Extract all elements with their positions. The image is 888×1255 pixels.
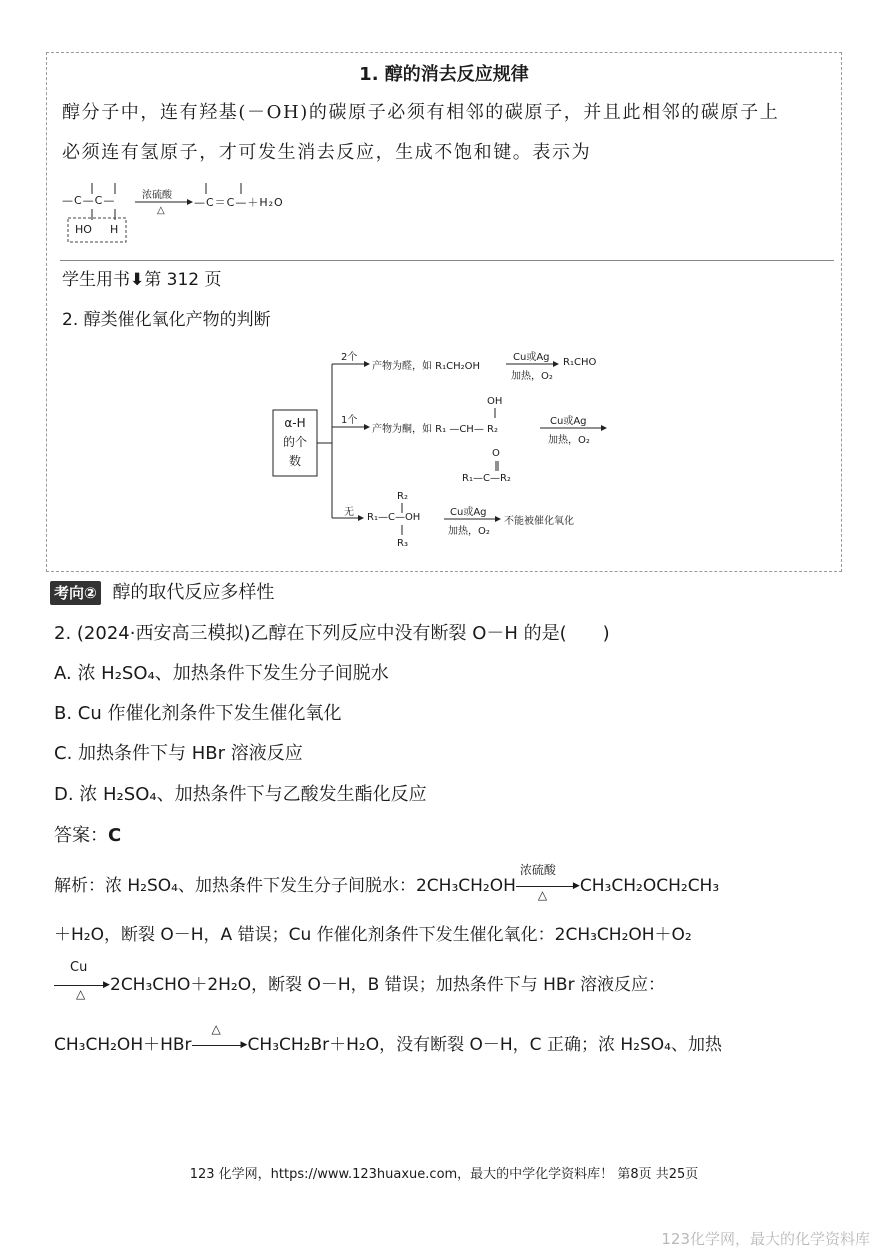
branch-2-cond-bottom: 加热，O₂ bbox=[548, 435, 590, 446]
branch-1-cond-top: Cu或Ag bbox=[513, 352, 550, 363]
answer-value: C bbox=[108, 825, 122, 846]
answer-label: 答案： bbox=[54, 825, 108, 846]
branch-3-r2: R₂ bbox=[397, 491, 408, 502]
branch-2-o: O bbox=[492, 448, 500, 459]
branch-3-count: 无 bbox=[344, 507, 354, 518]
answer bbox=[54, 821, 121, 847]
arrow-3-top: △ bbox=[211, 1022, 221, 1036]
branch-2-count: 1个 bbox=[341, 415, 358, 426]
paragraph-line-1: 醇分子中，连有羟基(－OH)的碳原子必须有相邻的碳原子，并且此相邻的碳原子上 bbox=[62, 102, 780, 123]
analysis-line-1-post: CH₃CH₂OCH₂CH₃ bbox=[579, 876, 720, 896]
book-reference bbox=[62, 265, 222, 290]
arrow-1-head-icon: ▶ bbox=[572, 881, 580, 891]
arrow-3-head-icon: ▶ bbox=[240, 1040, 248, 1050]
arrow-1-bottom: △ bbox=[537, 888, 548, 902]
branch-3-cond-bottom: 加热，O₂ bbox=[448, 526, 490, 537]
analysis-line-2: ＋H₂O，断裂 O－H，A 错误；Cu 作催化剂条件下发生催化氧化：2CH₃CH₂OH＋O₂ bbox=[54, 925, 692, 945]
analysis-line-1 bbox=[54, 863, 720, 902]
branch-1-cond-bottom: 加热，O₂ bbox=[511, 371, 553, 382]
page-footer: 123 化学网，https://www.123huaxue.com，最大的中学化学资料库！ 第8页 共25页 bbox=[189, 1167, 699, 1182]
watermark: 123化学网，最大的化学资料库 bbox=[661, 1230, 870, 1248]
branch-2-cond-top: Cu或Ag bbox=[550, 416, 587, 427]
arrow-1-line bbox=[516, 886, 576, 887]
elim-reactant: —C—C— bbox=[62, 194, 116, 207]
elim-cond-bottom: △ bbox=[157, 205, 165, 216]
branch-1-product: R₁CHO bbox=[563, 357, 597, 368]
down-arrow-icon: ⬇ bbox=[130, 270, 145, 290]
section-2-title: 2. 醇类催化氧化产物的判断 bbox=[62, 310, 271, 330]
branch-3-cond-top: Cu或Ag bbox=[450, 507, 487, 518]
oxidation-tree bbox=[270, 342, 630, 557]
option-c: C. 加热条件下与 HBr 溶液反应 bbox=[54, 743, 303, 764]
branch-3-text: R₁—C—OH bbox=[367, 512, 421, 523]
arrow-2-top: Cu bbox=[70, 960, 88, 975]
elim-ho: HO bbox=[75, 223, 92, 236]
arrow-conc-sulfuric bbox=[516, 863, 580, 902]
arrow-2-bottom: △ bbox=[76, 987, 86, 1001]
analysis-line-3-post: 2CH₃CHO＋2H₂O，断裂 O－H，B 错误；加热条件下与 HBr 溶液反应： bbox=[110, 975, 665, 995]
elim-cond-top: 浓硫酸 bbox=[142, 190, 172, 201]
arrow-cu bbox=[54, 960, 110, 1001]
tree-root-line-1: α-H bbox=[284, 416, 306, 430]
option-b: B. Cu 作催化剂条件下发生催化氧化 bbox=[54, 703, 342, 724]
book-reference-page: 第 312 页 bbox=[144, 270, 222, 290]
question-stem: 2. (2024·西安高三模拟)乙醇在下列反应中没有断裂 O－H 的是( ) bbox=[54, 623, 610, 644]
arrow-2-head-icon: ▶ bbox=[103, 980, 110, 990]
analysis-line-1-pre: 解析：浓 H₂SO₄、加热条件下发生分子间脱水：2CH₃CH₂OH bbox=[54, 876, 516, 896]
branch-3-product: 不能被催化氧化 bbox=[504, 516, 574, 527]
analysis-line-4 bbox=[54, 1022, 722, 1055]
tree-root-line-3: 数 bbox=[288, 454, 301, 468]
branch-3-r3: R₃ bbox=[397, 538, 408, 549]
tree-root bbox=[277, 414, 313, 471]
arrow-1-top: 浓硫酸 bbox=[519, 863, 556, 877]
branch-2-text: 产物为酮，如 R₁ —CH— R₂ bbox=[372, 424, 498, 435]
elim-h: H bbox=[110, 223, 119, 236]
arrow-heat bbox=[192, 1022, 248, 1054]
analysis-line-4-post: CH₃CH₂Br＋H₂O，没有断裂 O－H，C 正确；浓 H₂SO₄、加热 bbox=[247, 1035, 722, 1055]
box-heading: 1. 醇的消去反应规律 bbox=[359, 64, 529, 85]
analysis-line-4-pre: CH₃CH₂OH＋HBr bbox=[54, 1035, 192, 1055]
elimination-scheme bbox=[62, 180, 322, 246]
arrow-2-line bbox=[54, 985, 106, 986]
option-d: D. 浓 H₂SO₄、加热条件下与乙酸发生酯化反应 bbox=[54, 784, 427, 805]
option-a: A. 浓 H₂SO₄、加热条件下发生分子间脱水 bbox=[54, 663, 389, 684]
analysis-line-3 bbox=[54, 960, 665, 1001]
book-reference-label: 学生用书 bbox=[62, 270, 130, 290]
elimination-scheme-svg bbox=[62, 180, 322, 246]
kaoxiang-badge: 考向② bbox=[50, 581, 101, 605]
elim-product: —C＝C—＋H₂O bbox=[194, 196, 284, 209]
box-divider bbox=[60, 260, 834, 261]
arrow-3-line bbox=[192, 1045, 244, 1046]
branch-1-count: 2个 bbox=[341, 352, 358, 363]
kaoxiang-heading bbox=[50, 578, 274, 605]
paragraph-line-2: 必须连有氢原子，才可发生消去反应，生成不饱和键。表示为 bbox=[62, 142, 592, 163]
branch-1-text: 产物为醛，如 R₁CH₂OH bbox=[372, 361, 481, 372]
tree-root-line-2: 的个 bbox=[282, 435, 307, 449]
branch-2-product: R₁—C—R₂ bbox=[462, 473, 511, 484]
branch-2-oh: OH bbox=[487, 396, 503, 407]
kaoxiang-title: 醇的取代反应多样性 bbox=[112, 582, 275, 603]
